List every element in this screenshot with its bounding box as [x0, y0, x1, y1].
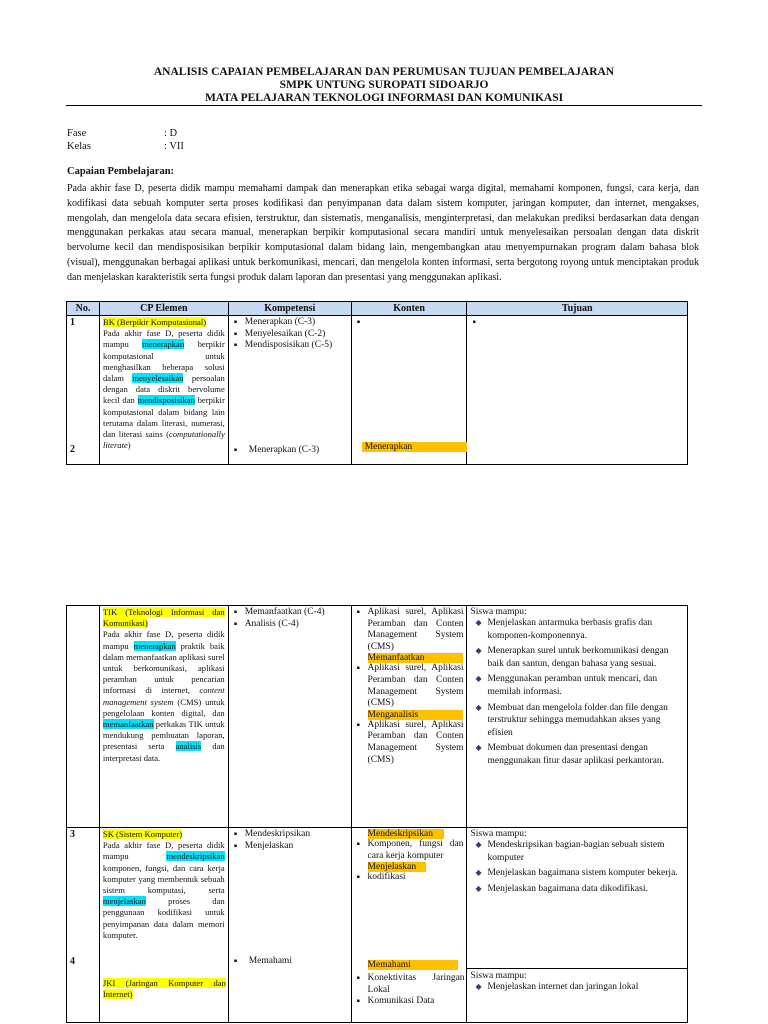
subject-name: MATA PELAJARAN TEKNOLOGI INFORMASI DAN KOMUNIKASI: [204, 92, 564, 104]
cp-text: berpikir komputasional dalam bidang lain terutama dalam literasi, numerasi, dan literasi sains (: [102, 395, 225, 440]
highlight-verb: menjelaskan: [102, 896, 146, 907]
cp-text: berpikir komputasional untuk menghasilkan beberapa solusi dalam: [102, 339, 225, 384]
cp-text: komponen, fungsi, dan cara kerja komputer yang membentuk sebuah sistem komputasi, serta: [102, 862, 225, 896]
cp-text: ): [127, 440, 131, 451]
kompetensi-item: ▪ Memahami: [232, 956, 350, 968]
kompetensi-item: ▪ Menerapkan (C-3): [232, 445, 350, 457]
konten-item: ▪ Komponen, fungsi dan cara kerja komputer: [355, 839, 464, 862]
col-header-kompetensi: Kompetensi: [228, 302, 351, 316]
element-tag: JKI (Jaringan Komputer dan Internet): [102, 978, 226, 1000]
school-name: SMPK UNTUNG SUROPATI SIDOARJO: [279, 79, 489, 91]
cp-heading: Capaian Pembelajaran:: [67, 166, 175, 177]
highlight-verb: menerapkan: [133, 640, 176, 651]
tujuan-cell: [467, 316, 688, 465]
tujuan-lead: Siswa mampu:: [470, 829, 527, 839]
konten-label: Memahami: [368, 960, 458, 970]
col-header-tujuan: Tujuan: [467, 302, 688, 316]
kompetensi-cell: [228, 316, 351, 465]
table-row: [67, 316, 688, 465]
cp-text: dan interpretasi data.: [102, 741, 225, 763]
kompetensi-item: ▪ Menerapkan (C-3): [232, 317, 348, 329]
fase-value: : D: [164, 128, 178, 139]
row-number: 4: [70, 956, 75, 967]
tujuan-cell: [467, 828, 688, 1023]
tujuan-item: ◆ Menjelaskan antarmuka berbasis grafis dan komponen-komponennya.: [474, 617, 684, 642]
cp-text: (CMS) untuk pengelolaan konten digital, dan: [102, 696, 225, 718]
konten-item: ▪ Aplikasi surel, Aplikasi Peramban dan Conten Management System (CMS): [355, 607, 464, 653]
kompetensi-item: ▪ Analisis (C-4): [232, 619, 348, 631]
header-rule: [66, 105, 702, 106]
cp-text: praktik baik dalam memanfaatkan aplikasi surel untuk berkomunikasi, aplikasi peramban untuk pencarian informasi di internet,: [102, 640, 225, 696]
kompetensi-item: ▪ Menjelaskan: [232, 841, 348, 853]
table-row: [67, 828, 688, 1023]
cp-text: persoalan dengan data diskrit bervolume kecil dan: [102, 373, 225, 406]
kelas-value: : VII: [164, 141, 184, 152]
cp-element-cell: [99, 606, 228, 828]
highlight-verb: menerapkan: [142, 339, 185, 350]
cp-element-cell: [99, 316, 228, 465]
cp-italic: computationally literate: [102, 429, 225, 451]
highlight-verb: analisis: [175, 741, 202, 752]
highlight-verb: mendisposisikan: [137, 395, 195, 406]
tujuan-item: ◆ Membuat dokumen dan presentasi dengan menggunakan fitur dasar aplikasi perkantoran.: [474, 742, 684, 767]
konten-label: Mendeskripsikan: [368, 829, 444, 839]
tujuan-lead: Siswa mampu:: [470, 971, 527, 981]
fase-label: Fase: [67, 128, 87, 139]
konten-item: ▪ Aplikasi surel, Aplikasi Peramban dan Conten Management System (CMS): [355, 720, 464, 766]
tujuan-lead: Siswa mampu:: [470, 607, 527, 617]
konten-label: Memanfaatkan: [368, 653, 464, 663]
kompetensi-item: ▪ Menyelesaikan (C-2): [232, 329, 348, 341]
tujuan-item: [470, 317, 684, 330]
analysis-table-1: [66, 301, 688, 465]
konten-label: Menganalisis: [368, 710, 464, 720]
element-tag: TIK (Teknologi Informasi dan Komunikasi): [102, 607, 225, 629]
konten-item: ▪ kodifikasi: [355, 872, 464, 884]
col-header-no: No.: [67, 302, 100, 316]
cp-element-cell: [99, 828, 228, 1023]
cp-text: Pada akhir fase D, peserta didik mampu: [102, 629, 225, 651]
kompetensi-item: ▪ Mendeskripsikan: [232, 829, 348, 841]
kelas-label: Kelas: [67, 141, 91, 152]
highlight-verb: mendeskripsikan: [166, 851, 225, 862]
analysis-table-2: [66, 605, 688, 1023]
konten-item: ▪ Komunikasi Data: [355, 996, 465, 1008]
konten-item: [355, 317, 464, 329]
tujuan-item: ◆ Menerapkan surel untuk berkomunikasi dengan baik dan santun, dengan bahasa yang sesuai.: [474, 645, 684, 670]
col-header-cp: CP Elemen: [99, 302, 228, 316]
kompetensi-cell: [228, 828, 351, 1023]
cp-text: Pada akhir fase D, peserta didik mampu: [102, 328, 225, 350]
cp-italic: content management system: [102, 685, 225, 707]
table-row: [67, 606, 688, 828]
highlight-verb: memanfaatkan: [102, 719, 154, 730]
row-number: 2: [70, 444, 75, 455]
cp-text: proses dan penggunaan kodifikasi untuk penyimpanan data dalam memori komputer.: [102, 896, 225, 940]
konten-cell: [351, 606, 467, 828]
cp-text: perkakas TIK untuk mendukung pembuatan laporan, presentasi serta: [102, 719, 225, 752]
kompetensi-item: ▪ Memanfaatkan (C-4): [232, 607, 348, 619]
konten-label: Menerapkan: [362, 442, 467, 452]
table-header-row: [67, 302, 688, 316]
tujuan-item: ◆ Menjelaskan internet dan jaringan lokal: [474, 981, 685, 994]
element-tag: BK (Berpikir Komputasional): [102, 317, 207, 327]
element-tag: SK (Sistem Komputer): [102, 829, 183, 839]
row-number: 3: [70, 829, 75, 840]
col-header-konten: Konten: [351, 302, 467, 316]
tujuan-item: ◆ Membuat dan mengelola folder dan file dengan terstruktur sehingga memudahkan akses yang efisien: [474, 702, 684, 740]
tujuan-cell: [467, 606, 688, 828]
highlight-verb: menyelesaikan: [132, 373, 184, 384]
konten-item: ▪ Konektivitas Jaringan Lokal: [355, 973, 465, 996]
row-number: 1: [70, 317, 75, 328]
tujuan-item: ◆ Menjelaskan bagaimana data dikodifikasi.: [474, 883, 684, 896]
kompetensi-item: ▪ Mendisposisikan (C-5): [232, 340, 348, 352]
tujuan-item: ◆ Menjelaskan bagaimana sistem komputer bekerja.: [474, 867, 684, 880]
tujuan-item: ◆ Mendeskripsikan bagian-bagian sebuah sistem komputer: [474, 839, 684, 864]
konten-cell: [351, 828, 467, 1023]
konten-item: ▪ Aplikasi surel, Aplikasi Peramban dan Conten Management System (CMS): [355, 663, 464, 709]
tujuan-item: ◆ Menggunakan peramban untuk mencari, dan memilah informasi.: [474, 673, 684, 698]
kompetensi-cell: [228, 606, 351, 828]
cp-paragraph: Pada akhir fase D, peserta didik mampu memahami dampak dan menerapkan etika sebagai warga digital, memahami komponen, fungsi, cara kerja, dan kodifikasi data sebuah komputer serta proses kodifikasi dan penyimpanan data dalam sistem komputer, jaringan komputer, dan internet, mengakses, mengolah, dan mengelola data secara efisien, terstruktur, dan sistematis, menganalisis, menginterpretasi, dan melakukan prediksi berdasarkan data dengan menggunakan perkakas atau secara manual, menerapkan berpikir komputasional secara mandiri untuk menyelesaikan persoalan dengan data diskrit bervolume kecil dan mendisposisikan berpikir komputasional dalam bidang lain, mengembangkan atau menyempurnakan program dalam bahasa blok (visual), menggunakan berbagai aplikasi untuk berkomunikasi, mencari, dan mengelola konten informasi, serta bergotong royong untuk menciptakan produk dan menjelaskan karakteristik serta fungsi produk dalam laporan dan presentasi yang menggunakan aplikasi.: [67, 183, 699, 283]
konten-cell: [351, 316, 467, 465]
konten-label: Menjelaskan: [368, 862, 426, 872]
cp-text: Pada akhir fase D, peserta didik mampu: [102, 840, 225, 862]
doc-title: ANALISIS CAPAIAN PEMBELAJARAN DAN PERUMUSAN TUJUAN PEMBELAJARAN: [153, 66, 615, 78]
